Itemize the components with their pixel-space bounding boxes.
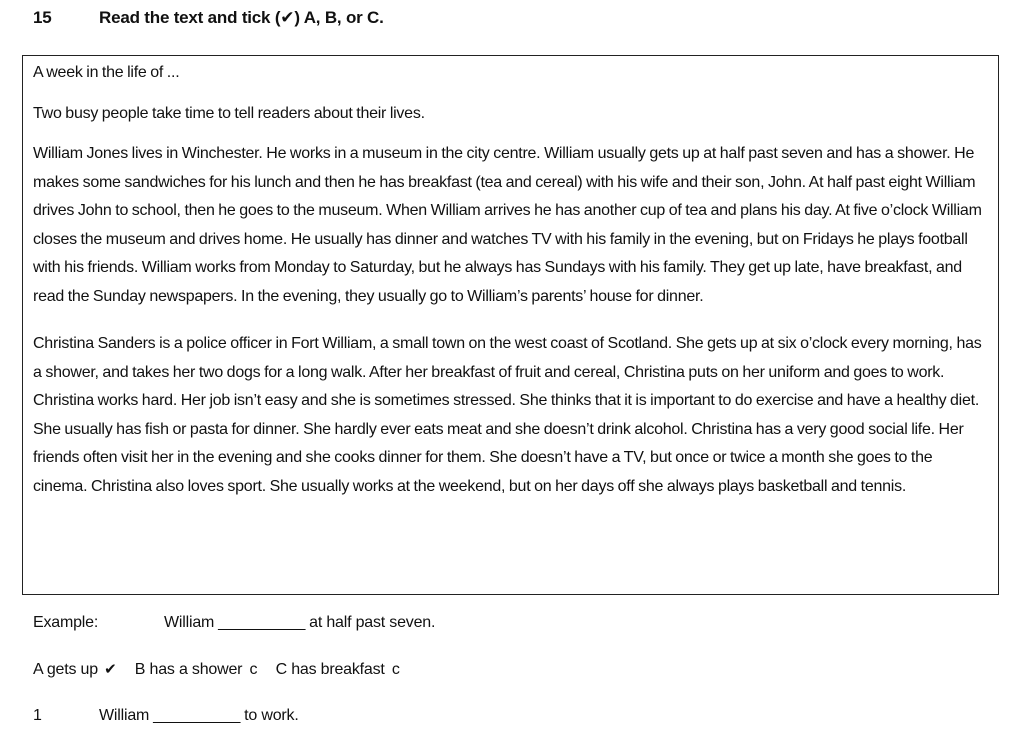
question-header (33, 8, 384, 28)
question-item-1 (33, 707, 299, 725)
item-number: 1 (33, 707, 42, 724)
question-instruction: Read the text and tick (✔) A, B, or C. (99, 8, 384, 27)
option-c[interactable] (276, 661, 400, 679)
option-a-label: A gets up (33, 661, 98, 678)
reading-title: A week in the life of ... (33, 64, 180, 81)
example-sentence (33, 614, 435, 632)
option-b-checkbox[interactable]: c (249, 661, 258, 678)
option-b[interactable] (135, 661, 258, 679)
reading-intro: Two busy people take time to tell readers about their lives. (33, 105, 425, 122)
example-blank: __________ (218, 614, 306, 631)
example-options (33, 660, 414, 679)
item-blank[interactable]: __________ (153, 707, 241, 724)
question-number: 15 (33, 8, 52, 27)
option-c-label: C has breakfast (275, 661, 385, 678)
paragraph-william: William Jones lives in Winchester. He works in a museum in the city centre. William usually gets up at half past seven and has a shower. He makes some sandwiches for his lunch and then he has breakfast (tea and cereal) with his wife and their son, John. At half past eight William drives John to school, then he goes to the museum. When William arrives he has another cup of tea and plans his day. At five o’clock William closes the museum and drives home. He usually has dinner and watches TV with his family in the evening, but on Fridays he plays football with his friends. William works from Monday to Saturday, but he always has Sundays with his family. They get up late, have breakfast, and read the Sunday newspapers. In the evening, they usually go to William’s parents’ house for dinner. (33, 145, 982, 305)
reading-text-box (22, 55, 999, 595)
example-label: Example: (33, 614, 99, 631)
item-subject: William (99, 707, 150, 724)
option-a[interactable] (33, 660, 117, 679)
option-b-label: B has a shower (134, 661, 243, 678)
option-c-checkbox[interactable]: c (391, 661, 400, 678)
check-icon[interactable]: ✔ (104, 660, 117, 678)
example-rest: at half past seven. (309, 614, 436, 631)
paragraph-christina: Christina Sanders is a police officer in Fort William, a small town on the west coast of Scotland. She gets up at six o’clock every morning, has a shower, and takes her two dogs for a long walk. After her breakfast of fruit and cereal, Christina puts on her uniform and goes to work. Christina works hard. Her job isn’t easy and she is sometimes stressed. She thinks that it is important to do exercise and have a healthy diet. She usually has fish or pasta for dinner. She hardly ever eats meat and she doesn’t drink alcohol. Christina has a very good social life. Her friends often visit her in the evening and she cooks dinner for them. She doesn’t have a TV, but once or twice a month she goes to the cinema. Christina also loves sport. She usually works at the weekend, but on her days off she always plays basketball and tennis. (33, 335, 982, 495)
example-subject: William (164, 614, 215, 631)
item-rest: to work. (244, 707, 299, 724)
